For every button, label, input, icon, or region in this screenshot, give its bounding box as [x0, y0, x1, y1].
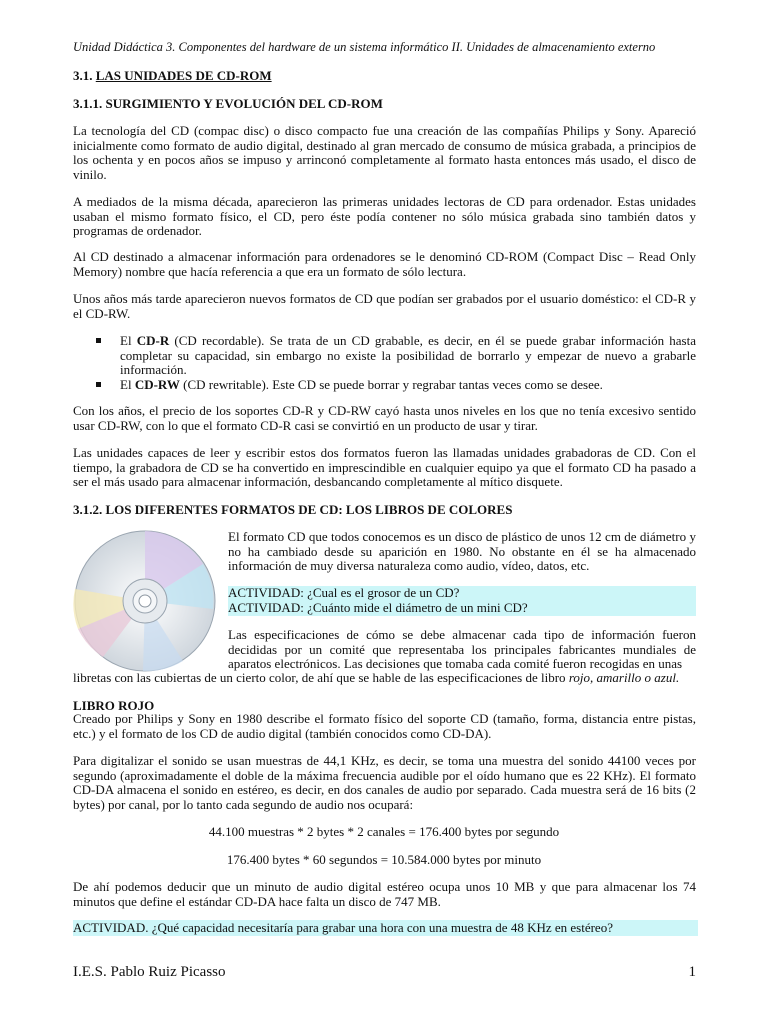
formula-1: 44.100 muestras * 2 bytes * 2 canales = 176.400 bytes por segundo: [208, 824, 560, 839]
activity-box-2: ACTIVIDAD. ¿Qué capacidad necesitaría para grabar una hora con una muestra de 48 KHz en estéreo?: [73, 920, 698, 936]
paragraph-2: A mediados de la misma década, aparecieron las primeras unidades lectoras de CD para ordenador. Estas unidades usaban el mismo formato físico, el CD, pero éste podía contener no sólo música grabada sino también datos y programas de ordenador.: [73, 194, 696, 238]
paragraph-10: Para digitalizar el sonido se usan muestras de 44,1 KHz, es decir, se toma una muestra del sonido 44100 veces por segundo (aproximadamente el doble de la máxima frecuencia audible por el oído humano que es 22 KHz). El formato CD-DA almacena el sonido en estéreo, es decir, en dos canales de audio por separado. Cada muestra será de 16 bits (2 bytes) por canal, por lo tanto cada segundo de audio nos ocupará:: [73, 753, 696, 812]
libro-rojo-heading: LIBRO ROJO: [73, 698, 155, 713]
formula-2: 176.400 bytes * 60 segundos = 10.584.000 bytes por minuto: [226, 852, 542, 867]
list-item: El CD-RW (CD rewritable). Este CD se puede borrar y regrabar tantas veces como se desee.: [96, 378, 696, 393]
cd-rw-term: CD-RW: [134, 376, 180, 392]
paragraph-4: Unos años más tarde aparecieron nuevos formatos de CD que podían ser grabados por el usuario doméstico: el CD-R y el CD-RW.: [73, 291, 696, 321]
footer-school: I.E.S. Pablo Ruiz Picasso: [73, 964, 226, 980]
section-title: LAS UNIDADES DE CD-ROM: [95, 68, 272, 83]
book-colors: rojo, amarillo o azul.: [568, 670, 680, 685]
paragraph-9: Creado por Philips y Sony en 1980 describe el formato físico del soporte CD (tamaño, forma, distancia entre pistas, etc.) y el formato de los CD de audio digital (también conocidos como CD-DA).: [73, 711, 696, 741]
running-header: Unidad Didáctica 3. Componentes del hardware de un sistema informático II. Unidades de almacenamiento externo: [73, 40, 656, 54]
section-heading: [73, 68, 272, 84]
cd-disc-image: [73, 529, 218, 674]
cd-r-term: CD-R: [136, 333, 170, 348]
paragraph-8: Las especificaciones de cómo se debe almacenar cada tipo de información fueron decididas por un comité que representaba los principales fabricantes mundiales de aparatos electrónicos. Las decisiones que tomaba cada comité fueron recogidas en unas: [228, 627, 696, 671]
paragraph-1: La tecnología del CD (compac disc) o disco compacto fue una creación de las compañías Philips y Sony. Apareció inicialmente como formato de audio digital, destinado al gran mercado de consumo de música grabada, a principios de los ochenta y en pocos años se impuso y arrinconó completamente al formato hasta entonces más usado, el disco de vinilo.: [73, 123, 696, 182]
section-number: 3.1.: [73, 68, 93, 83]
activity-question-2: ACTIVIDAD: ¿Cuánto mide el diámetro de un mini CD?: [228, 599, 528, 615]
paragraph-7: El formato CD que todos conocemos es un disco de plástico de unos 12 cm de diámetro y no ha cambiado desde su aparición en 1980. No obstante en él se ha almacenado información de muy diversa naturaleza como audio, vídeo, datos, etc.: [228, 529, 696, 573]
page-number: 1: [688, 964, 696, 980]
paragraph-5: Con los años, el precio de los soportes CD-R y CD-RW cayó hasta unos niveles en los que no tenía excesivo sentido usar CD-RW, con lo que el formato CD-R casi se convirtió en un producto de usar y tirar.: [73, 403, 696, 433]
format-list: [96, 334, 696, 392]
list-item: El CD-R (CD recordable). Se trata de un CD grabable, es decir, en él se puede grabar información hasta completar su capacidad, sin embargo no existe la posibilidad de borrarlo y empezar de nuevo a grabarle información.: [96, 334, 696, 378]
subsection-heading-2: 3.1.2. LOS DIFERENTES FORMATOS DE CD: LOS LIBROS DE COLORES: [73, 502, 513, 517]
paragraph-11: De ahí podemos deducir que un minuto de audio digital estéreo ocupa unos 10 MB y que para almacenar los 74 minutos que define el estándar CD-DA hace falta un disco de 747 MB.: [73, 879, 696, 909]
activity-question-1: ACTIVIDAD: ¿Cual es el grosor de un CD?: [228, 585, 460, 600]
paragraph-3: Al CD destinado a almacenar información para ordenadores se le denominó CD-ROM (Compact Disc – Read Only Memory) nombre que hacía referencia a que era un formato de sólo lectura.: [73, 249, 696, 279]
subsection-heading-1: 3.1.1. SURGIMIENTO Y EVOLUCIÓN DEL CD-ROM: [73, 96, 383, 111]
paragraph-8-continued: libretas con las cubiertas de un cierto color, de ahí que se hable de las especificaciones de libro rojo, amarillo o azul.: [73, 670, 680, 685]
activity-box-1: [228, 586, 696, 616]
paragraph-6: Las unidades capaces de leer y escribir estos dos formatos fueron las llamadas unidades grabadoras de CD. Con el tiempo, la grabadora de CD se ha convertido en imprescindible en cualquier equipo ya que el formato CD ha pasado a ser el más usado para almacenar información, desbancando completamente al mítico disquete.: [73, 445, 696, 489]
